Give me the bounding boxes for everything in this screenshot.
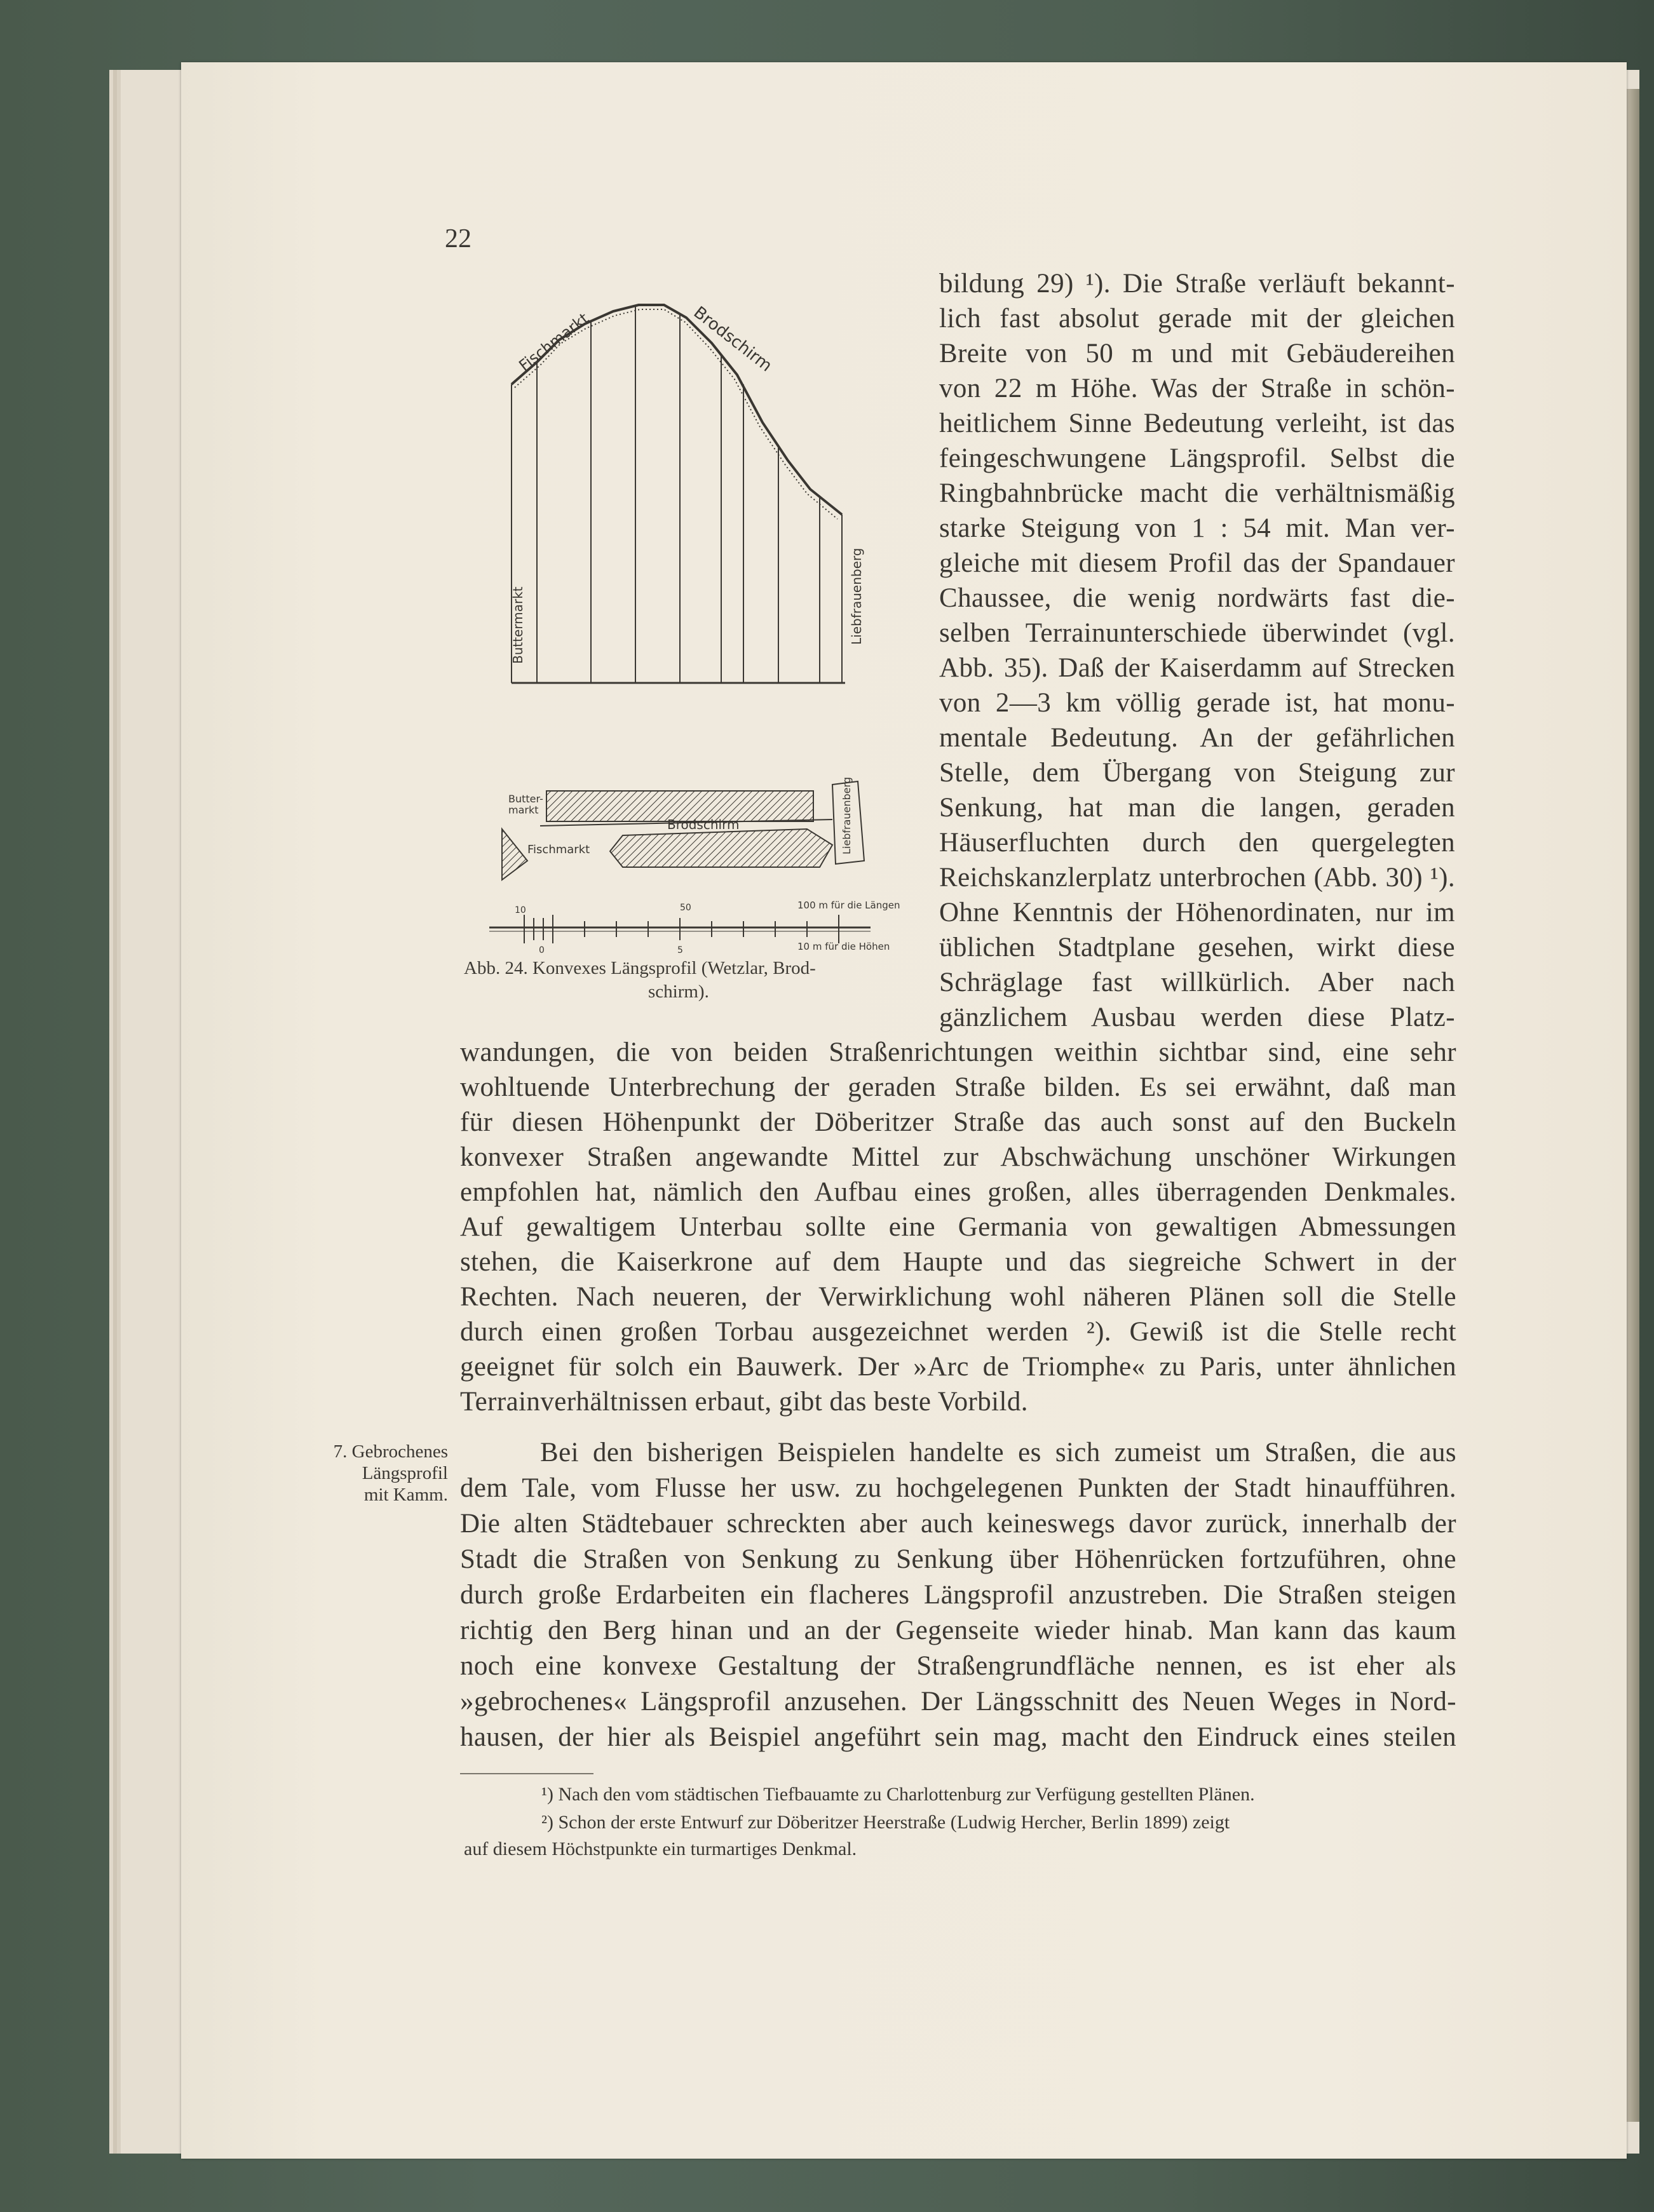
- text-line: Schräglage fast willkürlich. Aber nach: [939, 968, 1455, 997]
- text-line: Abb. 35). Daß der Kaiserdamm auf Strecken: [939, 653, 1455, 683]
- figure-caption-line1: Abb. 24. Konvexes Längsprofil (Wetzlar, Brod-: [464, 958, 816, 978]
- text-line: Reichskanzlerplatz unterbrochen (Abb. 30) ¹).: [939, 863, 1455, 893]
- text-line: richtig den Berg hinan und an der Gegenseite wieder hinab. Man kann das kaum: [460, 1615, 1456, 1645]
- plan-label-brodschirm: Brodschirm: [667, 817, 740, 832]
- label-liebfrauenberg: Liebfrauenberg: [849, 548, 864, 645]
- text-line: heitlichem Sinne Bedeutung verleiht, ist das: [939, 408, 1455, 438]
- label-fischmarkt: Fischmarkt: [515, 309, 592, 375]
- text-line: wandungen, die von beiden Straßenrichtungen weithin sichtbar sind, eine sehr: [460, 1037, 1456, 1067]
- text-line: Auf gewaltigem Unterbau sollte eine Germania von gewaltigen Abmessungen: [460, 1212, 1456, 1242]
- margin-note-line: Längsprofil: [362, 1463, 448, 1483]
- scale-mark-5: 5: [677, 945, 683, 955]
- text-line: dem Tale, vom Flusse her usw. zu hochgelegenen Punkten der Stadt hinaufführen.: [460, 1473, 1456, 1503]
- footnote-2: ²) Schon der erste Entwurf zur Döberitzer Heerstraße (Ludwig Hercher, Berlin 1899) zeigt: [541, 1812, 1230, 1833]
- plan-label-liebfrauenberg: Liebfrauenberg: [841, 777, 853, 854]
- scale-mark-0: 0: [539, 945, 545, 955]
- footnote-1: ¹) Nach den vom städtischen Tiefbauamte zu Charlottenburg zur Verfügung gestellten Plänen.: [541, 1784, 1255, 1805]
- text-line: Ohne Kenntnis der Höhenordinaten, nur im: [939, 898, 1455, 927]
- scale-mark-50: 50: [680, 903, 691, 913]
- text-line: starke Steigung von 1 : 54 mit. Man ver-: [939, 513, 1455, 543]
- text-line: von 22 m Höhe. Was der Straße in schön-: [939, 374, 1455, 403]
- text-line: bildung 29) ¹). Die Straße verläuft bekannt-: [939, 269, 1455, 299]
- text-line: gleiche mit diesem Profil das der Spandauer: [939, 548, 1455, 578]
- text-line: für diesen Höhenpunkt der Döberitzer Straße das auch sonst auf den Buckeln: [460, 1107, 1456, 1137]
- text-line: hausen, der hier als Beispiel angeführt sein mag, macht den Eindruck eines steilen: [460, 1722, 1456, 1752]
- text-line: Stadt die Straßen von Senkung zu Senkung über Höhenrücken fortzuführen, ohne: [460, 1544, 1456, 1574]
- text-line: durch einen großen Torbau ausgezeichnet werden ²). Gewiß ist die Stelle recht: [460, 1317, 1456, 1347]
- text-line: Ringbahnbrücke macht die verhältnismäßig: [939, 478, 1455, 508]
- text-line: gänzlichem Ausbau werden diese Platz-: [939, 1002, 1455, 1032]
- text-line: lich fast absolut gerade mit der gleichen: [939, 304, 1455, 334]
- page-number: 22: [445, 224, 471, 253]
- figure-profile: [489, 270, 934, 969]
- text-line: Bei den bisherigen Beispielen handelte es sich zumeist um Straßen, die aus: [540, 1438, 1456, 1467]
- plan-label-buttermarkt: Butter-markt: [508, 793, 543, 816]
- text-line: Chaussee, die wenig nordwärts fast die-: [939, 583, 1455, 613]
- text-line: von 2—3 km völlig gerade ist, hat monu-: [939, 688, 1455, 718]
- text-line: konvexer Straßen angewandte Mittel zur Abschwächung unschöner Wirkungen: [460, 1142, 1456, 1172]
- text-line: Senkung, hat man die langen, geraden: [939, 793, 1455, 823]
- footnote-2-cont: auf diesem Höchstpunkte ein turmartiges Denkmal.: [464, 1838, 857, 1859]
- text-line: Rechten. Nach neueren, der Verwirklichung wohl näheren Plänen soll die Stelle: [460, 1282, 1456, 1312]
- text-line: empfohlen hat, nämlich den Aufbau eines großen, alles überragenden Denkmales.: [460, 1177, 1456, 1207]
- text-line: Terrainverhältnissen erbaut, gibt das beste Vorbild.: [460, 1387, 1028, 1417]
- text-line: Die alten Städtebauer schreckten aber auch keineswegs davor zurück, innerhalb der: [460, 1509, 1456, 1539]
- text-line: Breite von 50 m und mit Gebäudereihen: [939, 339, 1455, 368]
- text-line: noch eine konvexe Gestaltung der Straßengrundfläche nennen, es ist eher als: [460, 1651, 1456, 1681]
- text-line: üblichen Stadtplane gesehen, wirkt diese: [939, 933, 1455, 962]
- margin-note: [321, 1441, 448, 1506]
- text-line: durch große Erdarbeiten ein flacheres Längsprofil anzustreben. Die Straßen steigen: [460, 1580, 1456, 1610]
- profile-drawing: [489, 270, 934, 969]
- label-buttermarkt: Buttermarkt: [510, 586, 525, 664]
- figure-caption-line2: schirm).: [648, 981, 709, 1002]
- text-line: geeignet für solch ein Bauwerk. Der »Arc de Triomphe« zu Paris, unter ähnlichen: [460, 1352, 1456, 1382]
- text-line: selben Terrainunterschiede überwindet (vgl.: [939, 618, 1455, 648]
- text-line: Stelle, dem Übergang von Steigung zur: [939, 758, 1455, 788]
- footnote-rule: [460, 1773, 593, 1774]
- text-line: mentale Bedeutung. An der gefährlichen: [939, 723, 1455, 753]
- text-line: feingeschwungene Längsprofil. Selbst die: [939, 443, 1455, 473]
- plan-label-fischmarkt: Fischmarkt: [527, 843, 590, 856]
- scale-mark-10m: 10 m für die Höhen: [797, 941, 890, 952]
- text-line: stehen, die Kaiserkrone auf dem Haupte und das siegreiche Schwert in der: [460, 1247, 1456, 1277]
- label-brodschirm: Brodschirm: [689, 302, 776, 376]
- margin-note-line: 7. Gebrochenes: [333, 1441, 448, 1462]
- scale-mark-10: 10: [515, 905, 526, 915]
- text-line: »gebrochenes« Längsprofil anzusehen. Der Längsschnitt des Neuen Weges in Nord-: [460, 1687, 1456, 1716]
- text-line: wohltuende Unterbrechung der geraden Straße bilden. Es sei erwähnt, daß man: [460, 1072, 1456, 1102]
- scale-mark-100: 100 m für die Längen: [797, 900, 900, 911]
- margin-note-line: mit Kamm.: [363, 1485, 448, 1505]
- text-line: Häuserfluchten durch den quergelegten: [939, 828, 1455, 858]
